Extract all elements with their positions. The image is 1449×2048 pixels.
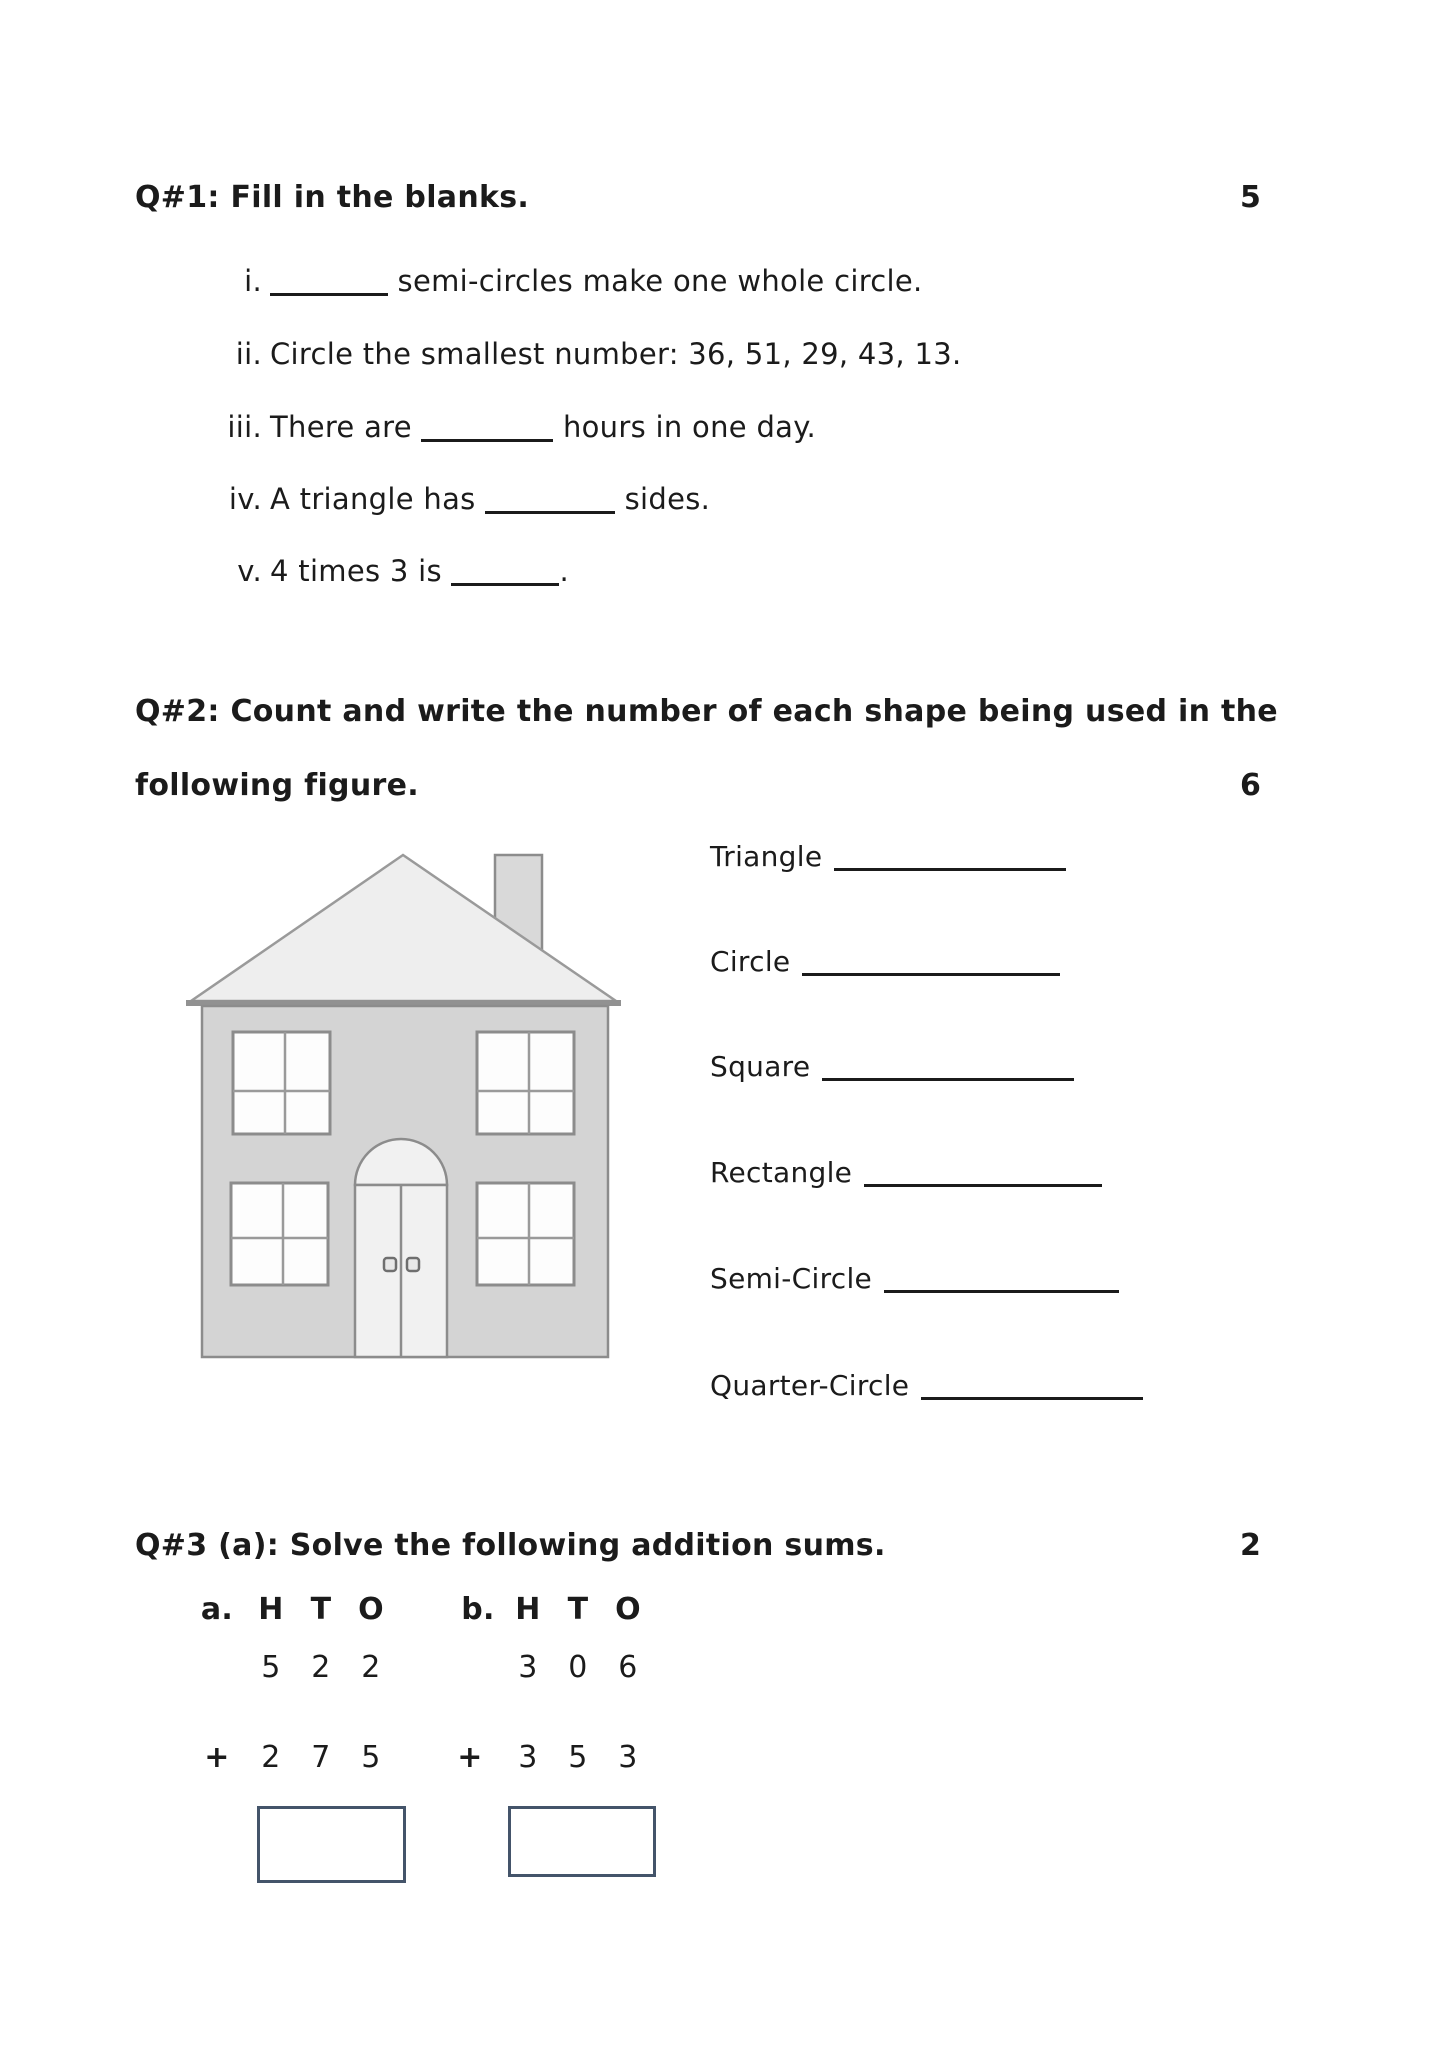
addend-digit: 2 — [361, 1650, 381, 1685]
item-numeral: i. — [244, 264, 262, 298]
door-knob-right — [407, 1258, 419, 1271]
q3-marks: 2 — [1240, 1528, 1262, 1563]
window-upper-left — [233, 1032, 330, 1134]
shape-answer-line — [864, 1162, 1102, 1187]
fill-in-blank-line — [485, 489, 615, 514]
window-lower-left — [231, 1183, 328, 1285]
window-lower-right — [477, 1183, 574, 1285]
shape-label: Triangle — [710, 840, 823, 873]
q1-heading: Q#1: Fill in the blanks. — [135, 180, 530, 215]
q1-item — [0, 264, 1449, 304]
double-door — [355, 1185, 447, 1357]
fill-in-blank-line — [421, 417, 553, 442]
shape-answer-line — [884, 1268, 1119, 1293]
item-text: 4 times 3 is . — [270, 554, 570, 588]
shape-answer-line — [834, 846, 1066, 871]
fill-in-blank-line — [270, 271, 388, 296]
place-value-header: O — [358, 1592, 384, 1627]
item-numeral: ii. — [235, 337, 262, 371]
problem-label: a. — [200, 1592, 234, 1627]
shape-label: Quarter-Circle — [710, 1369, 910, 1402]
addend-digit: 3 — [518, 1740, 538, 1775]
item-text: A triangle has sides. — [270, 482, 711, 516]
shape-count-row — [710, 1369, 1143, 1402]
item-text: Circle the smallest number: 36, 51, 29, 43, 13. — [270, 337, 962, 371]
item-numeral: iii. — [227, 410, 262, 444]
addend-digit: 5 — [361, 1740, 381, 1775]
addend-digit: 7 — [311, 1740, 331, 1775]
item-numeral: v. — [237, 554, 262, 588]
shape-label: Circle — [710, 945, 791, 978]
shape-label: Square — [710, 1050, 811, 1083]
item-numeral: iv. — [228, 482, 262, 516]
addend-digit: 5 — [568, 1740, 588, 1775]
q2-heading-line1: Q#2: Count and write the number of each shape being used in the — [135, 694, 1278, 729]
addend-digit: 5 — [261, 1650, 281, 1685]
shape-label: Semi-Circle — [710, 1262, 873, 1295]
shape-count-row — [710, 1156, 1102, 1189]
shape-count-row — [710, 945, 1060, 978]
addend-digit: 6 — [618, 1650, 638, 1685]
q3-heading: Q#3 (a): Solve the following addition sums. — [135, 1528, 886, 1563]
problem-label: b. — [461, 1592, 495, 1627]
place-value-header: H — [258, 1592, 284, 1627]
shape-count-row — [710, 840, 1066, 873]
door-knob-left — [384, 1258, 396, 1271]
house-figure — [148, 843, 640, 1364]
q1-item — [0, 554, 1449, 594]
answer-box — [257, 1806, 406, 1883]
q2-heading-line2: following figure. — [135, 768, 419, 803]
addend-digit: 0 — [568, 1650, 588, 1685]
shape-answer-line — [802, 951, 1060, 976]
plus-sign: + — [204, 1740, 230, 1775]
addend-digit: 3 — [618, 1740, 638, 1775]
shape-label: Rectangle — [710, 1156, 853, 1189]
answer-box — [508, 1806, 656, 1877]
place-value-header: T — [567, 1592, 589, 1627]
plus-sign: + — [457, 1740, 483, 1775]
q1-item — [0, 482, 1449, 522]
shape-count-row — [710, 1262, 1119, 1295]
shape-count-row — [710, 1050, 1074, 1083]
place-value-header: O — [615, 1592, 641, 1627]
addend-digit: 3 — [518, 1650, 538, 1685]
shape-answer-line — [822, 1056, 1074, 1081]
roof-triangle — [191, 855, 616, 1001]
q1-item — [0, 337, 1449, 377]
item-text: There are hours in one day. — [270, 410, 817, 444]
fill-in-blank-line — [451, 561, 559, 586]
place-value-header: H — [515, 1592, 541, 1627]
shape-answer-line — [921, 1375, 1143, 1400]
window-upper-right — [477, 1032, 574, 1134]
q1-marks: 5 — [1240, 180, 1262, 215]
q1-item — [0, 410, 1449, 450]
place-value-header: T — [310, 1592, 332, 1627]
addend-digit: 2 — [311, 1650, 331, 1685]
q2-marks: 6 — [1240, 768, 1262, 803]
item-text: semi-circles make one whole circle. — [270, 264, 923, 298]
addend-digit: 2 — [261, 1740, 281, 1775]
